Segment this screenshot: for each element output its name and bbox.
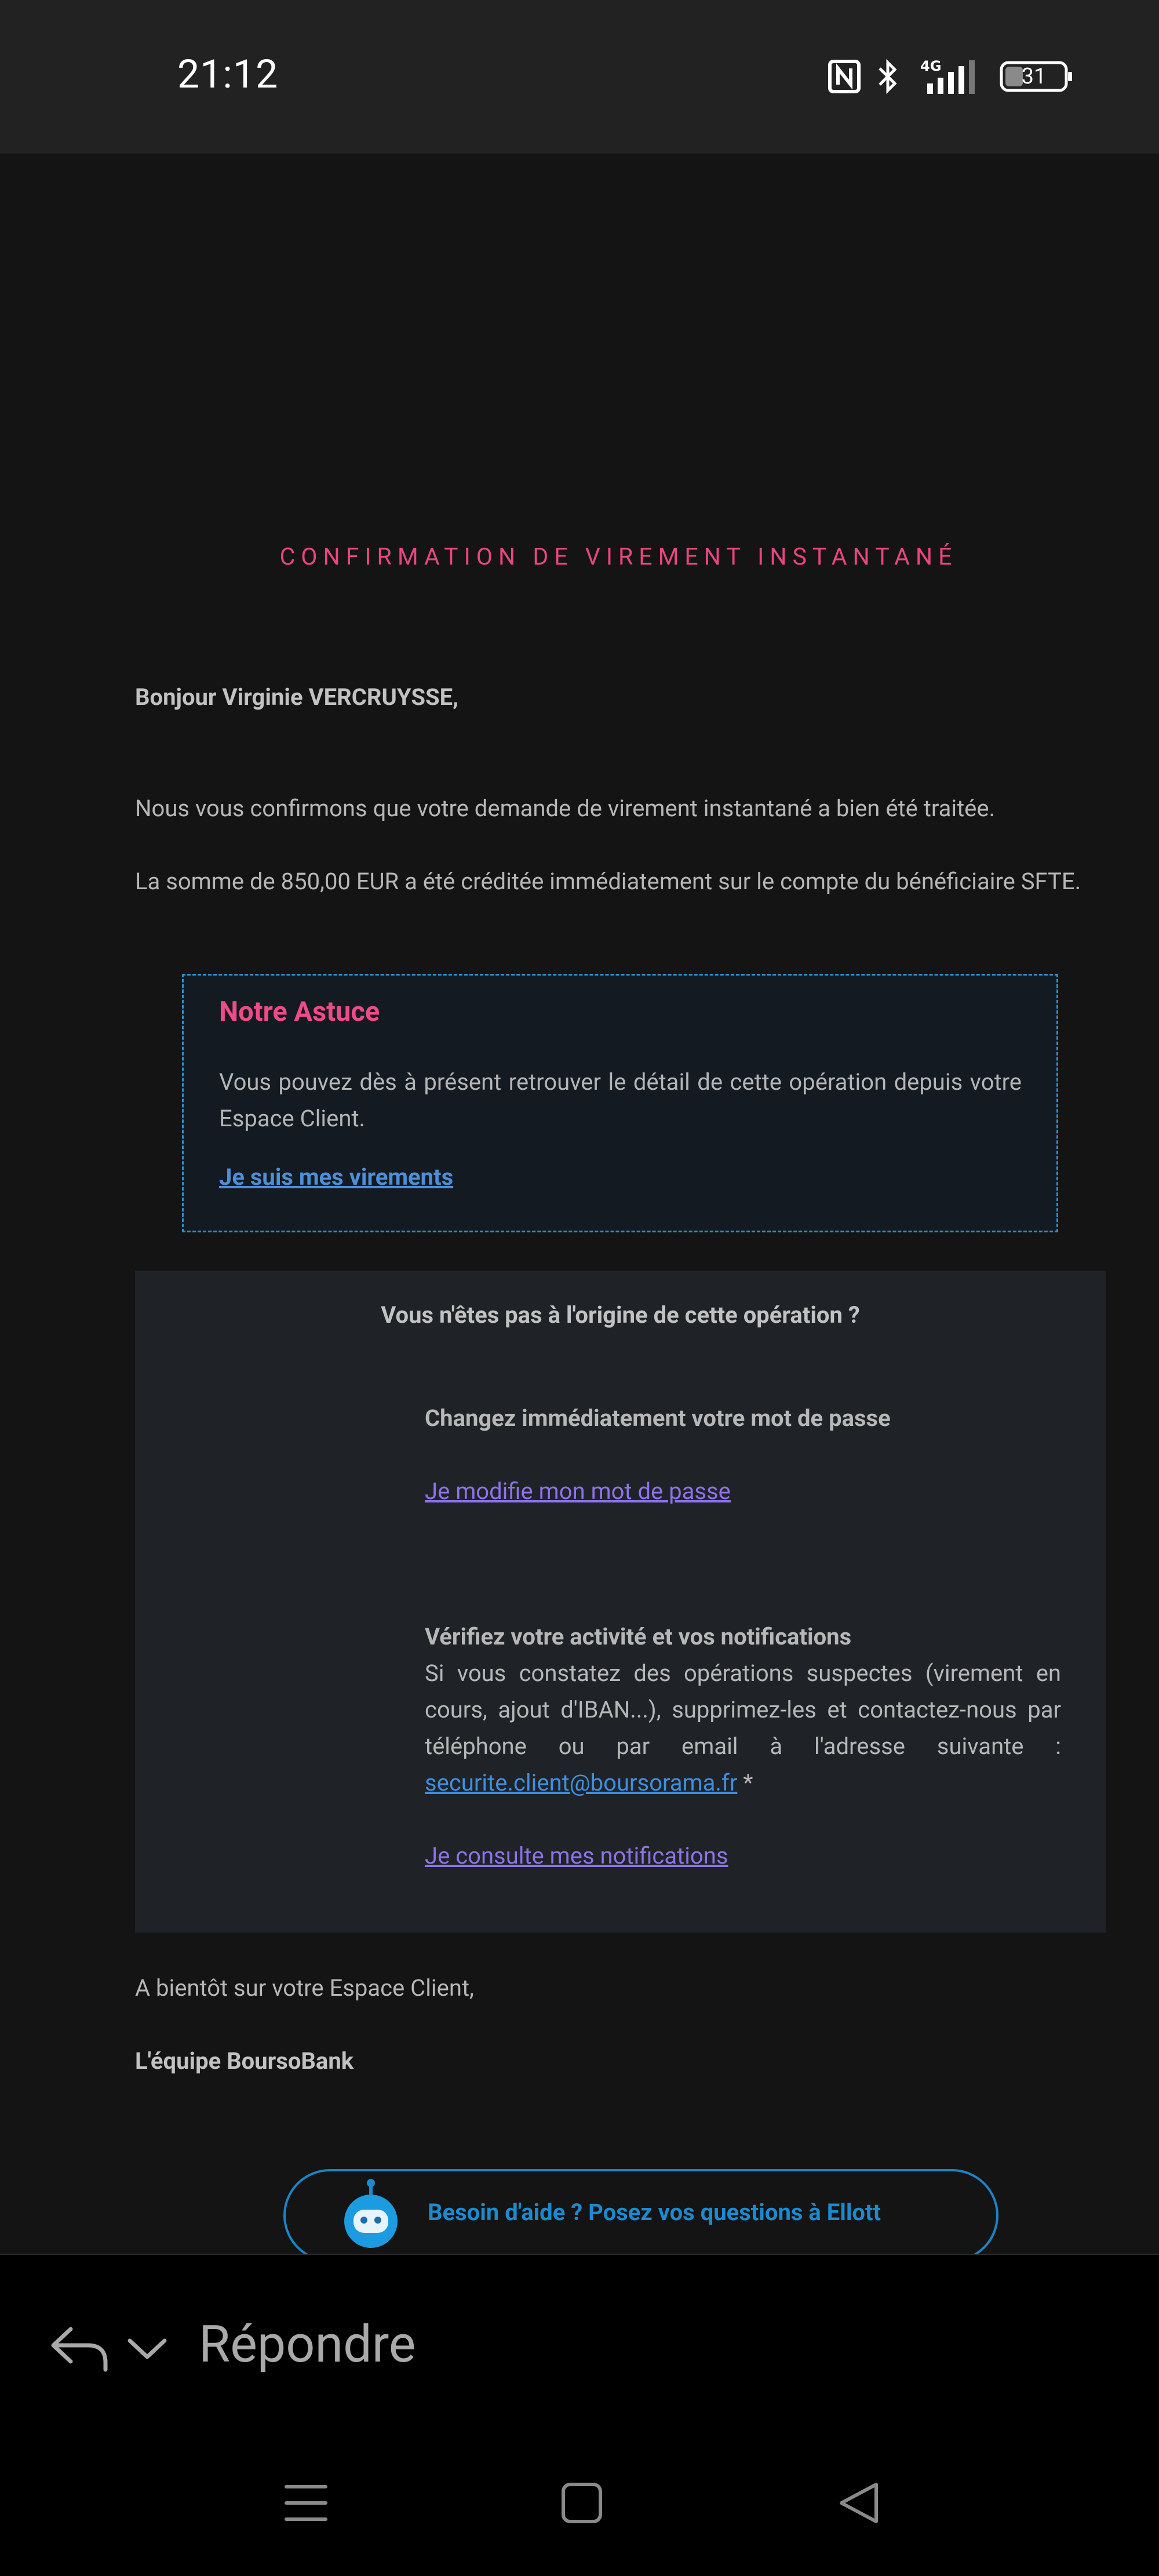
asterisk: * <box>737 1769 753 1796</box>
status-time: 21:12 <box>177 51 279 97</box>
back-nav-icon[interactable] <box>837 2481 881 2525</box>
battery-level: 31 <box>1021 64 1047 89</box>
security-heading: Vous n'êtes pas à l'origine de cette opération ? <box>381 1301 860 1329</box>
greeting: Bonjour Virginie VERCRUYSSE, <box>135 683 458 711</box>
credit-text: La somme de 850,00 EUR a été créditée immédiatement sur le compte du bénéficiaire SFTE. <box>135 868 1081 895</box>
transfers-link[interactable]: Je suis mes virements <box>219 1163 454 1191</box>
activity-description: Si vous constatez des opérations suspectes (virement en cours, ajout d'IBAN...), supprimez-les et contactez-nous par téléphone ou par email à l'adresse suivante : <box>425 1660 1061 1760</box>
home-icon[interactable] <box>560 2481 604 2525</box>
help-button-label: Besoin d'aide ? Posez vos questions à Ellott <box>428 2199 881 2226</box>
network-label: 4G <box>920 58 942 74</box>
robot-icon <box>341 2178 401 2248</box>
reply-icon[interactable] <box>48 2322 111 2374</box>
signal-4g-icon <box>919 58 984 95</box>
chevron-down-icon[interactable] <box>125 2334 169 2363</box>
tip-text: Vous pouvez dès à présent retrouver le détail de cette opération depuis votre Espace Client. <box>219 1068 1022 1132</box>
closing-text: A bientôt sur votre Espace Client, <box>135 1974 474 2002</box>
email-title: CONFIRMATION DE VIREMENT INSTANTANÉ <box>279 543 958 571</box>
bluetooth-icon <box>876 58 899 95</box>
security-email-link[interactable]: securite.client@boursorama.fr <box>425 1769 738 1796</box>
notifications-link[interactable]: Je consulte mes notifications <box>425 1842 728 1869</box>
activity-title: Vérifiez votre activité et vos notifications <box>425 1623 852 1650</box>
nfc-icon <box>828 58 861 95</box>
reply-bar <box>0 2254 1159 2417</box>
change-password-link[interactable]: Je modifie mon mot de passe <box>425 1478 731 1505</box>
reply-button[interactable]: Répondre <box>199 2315 416 2374</box>
menu-icon[interactable] <box>284 2481 328 2525</box>
security-box <box>135 1271 1106 1933</box>
status-bar <box>0 0 1159 154</box>
tip-title: Notre Astuce <box>219 996 380 1028</box>
password-title: Changez immédiatement votre mot de passe <box>425 1405 891 1432</box>
signature: L'équipe BoursoBank <box>135 2047 354 2075</box>
activity-text <box>425 1655 1061 1801</box>
confirmation-text: Nous vous confirmons que votre demande de virement instantané a bien été traitée. <box>135 795 996 822</box>
